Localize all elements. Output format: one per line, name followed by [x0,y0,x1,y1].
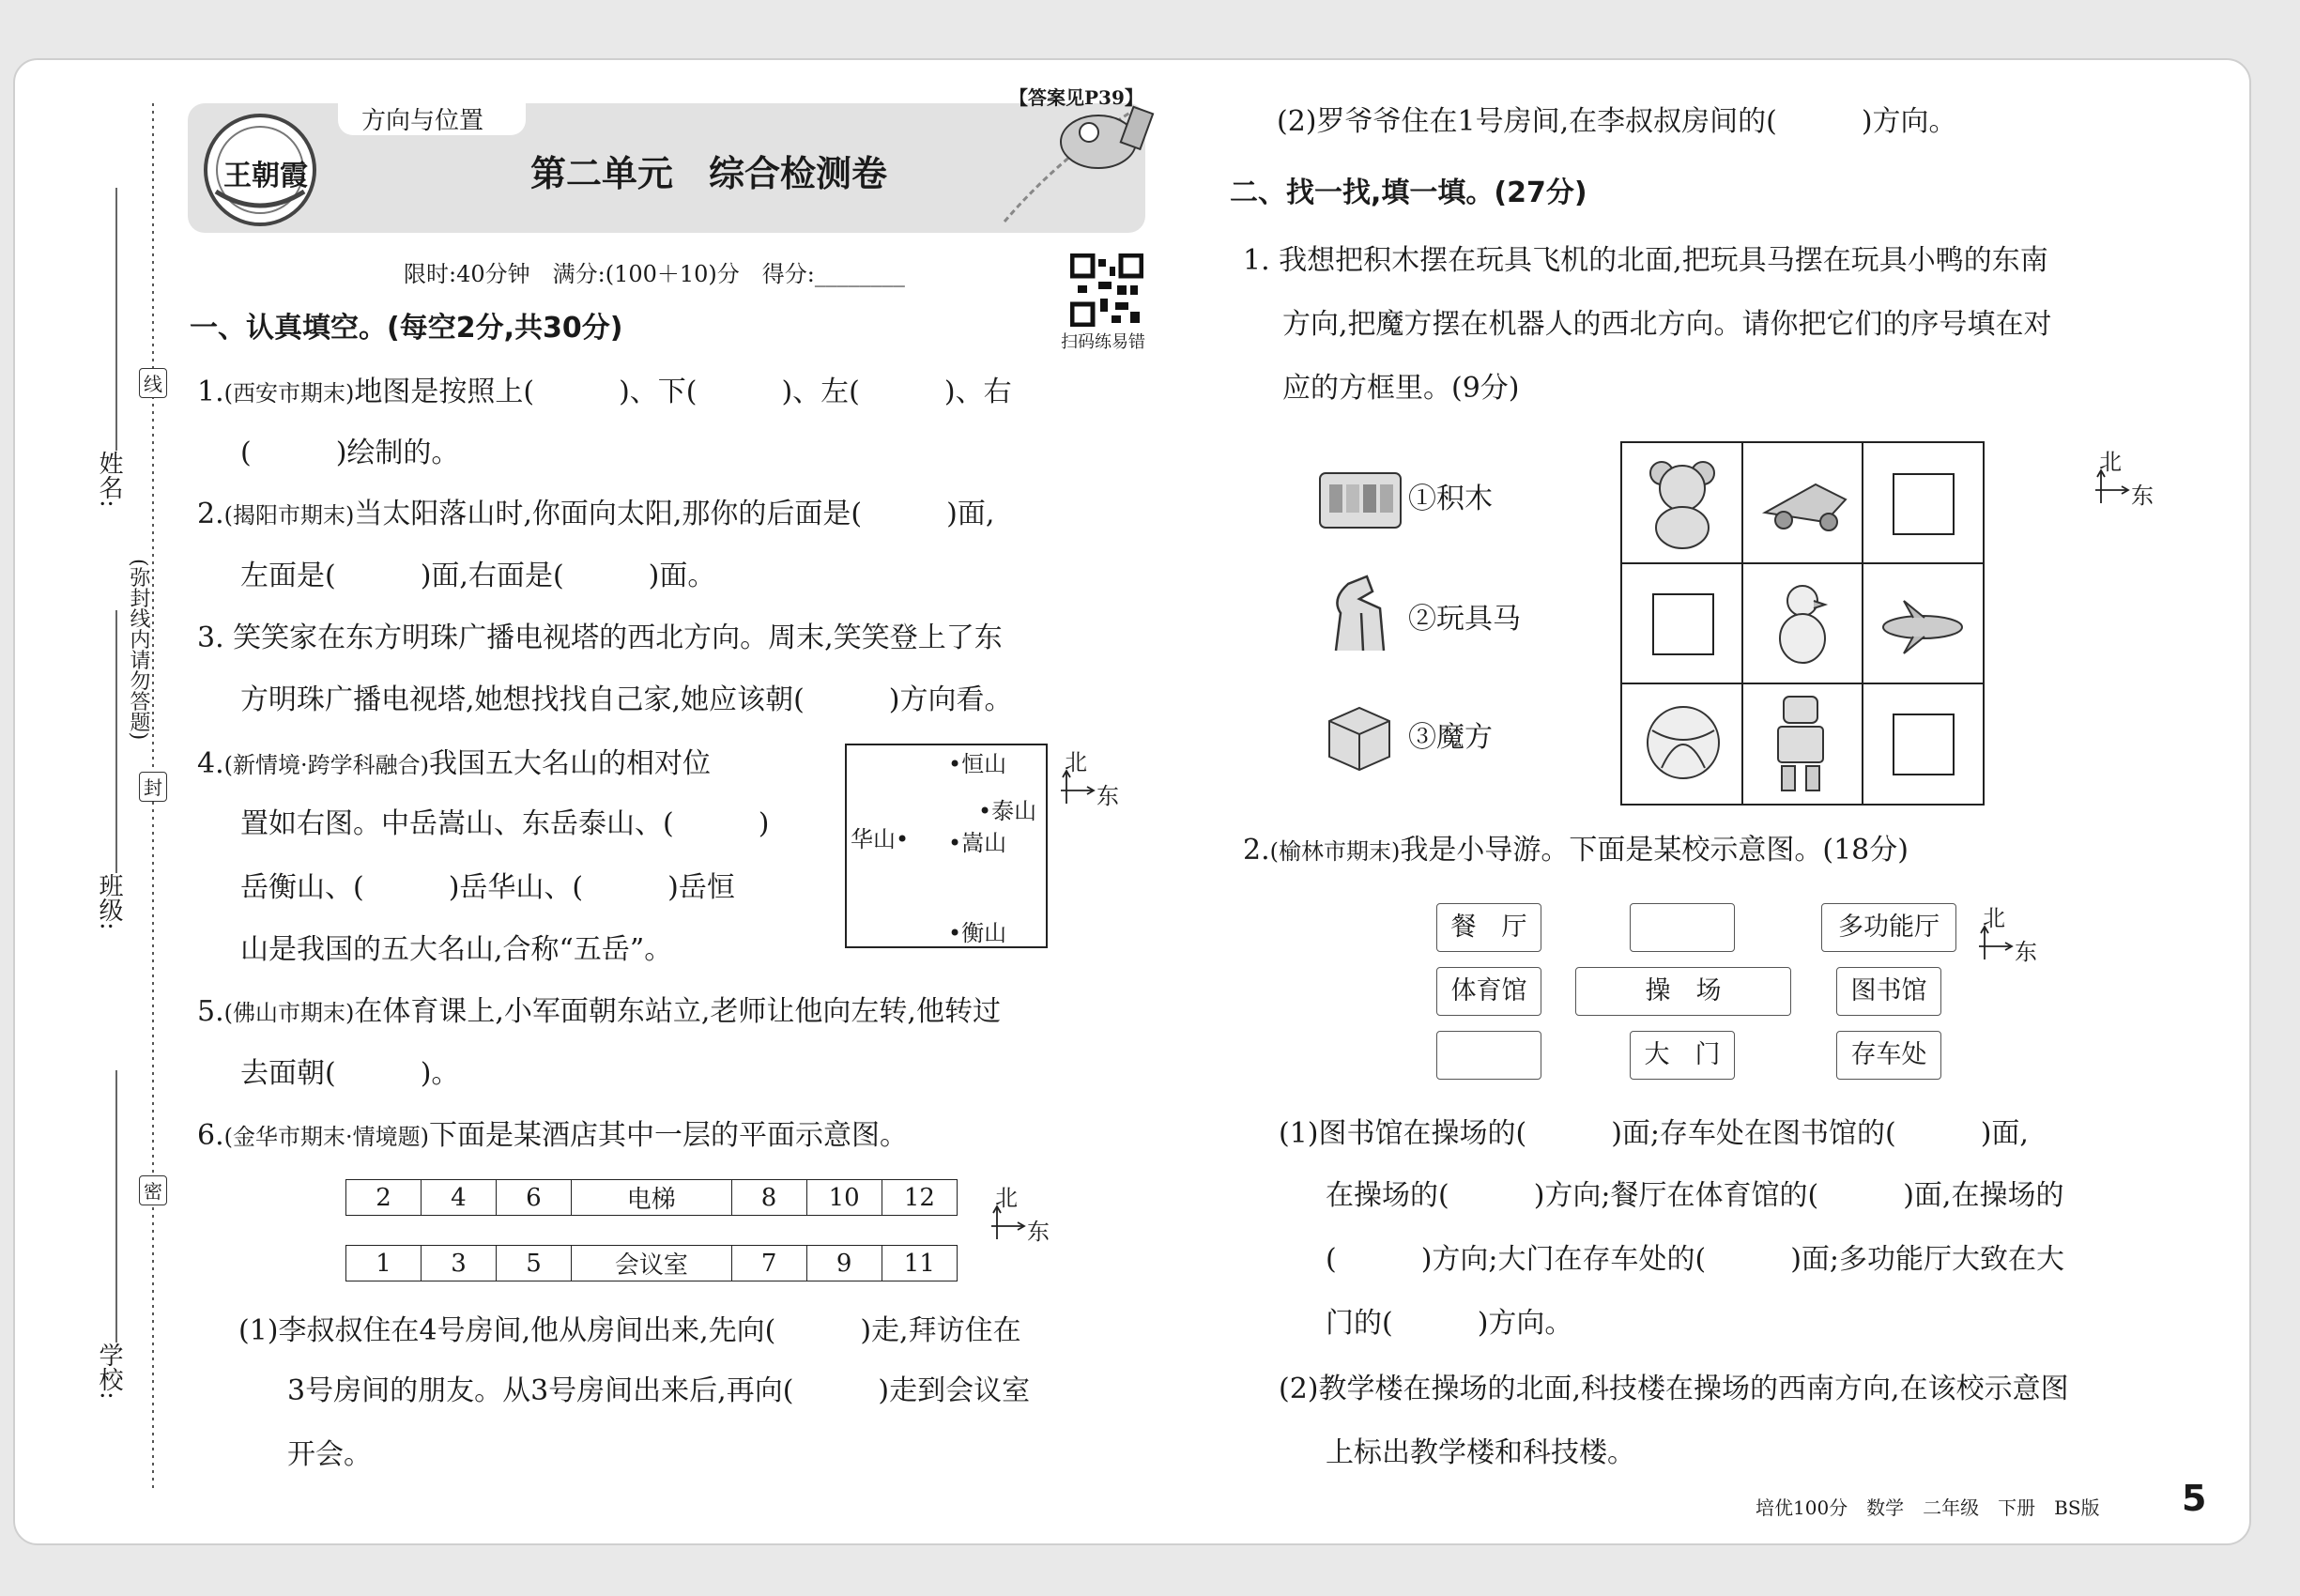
meeting-room-cell: 会议室 [572,1246,732,1281]
compass-school [1971,899,2037,974]
school-gym: 体育馆 [1436,967,1541,1016]
q6-line1 [197,1117,908,1156]
seal-mark-feng: 封 [139,772,167,802]
map-taishan: •泰山 [978,798,1037,824]
compass-north-label: 北 [995,1185,1018,1211]
p2-sub1-line2: 在操场的( )方向;餐厅在体育馆的( )面,在操场的 [1326,1179,2064,1212]
teddy-bear-icon [1645,456,1720,554]
q2-line1 [197,496,994,534]
logo-text: 王朝霞 [223,160,308,192]
room-cell: 9 [806,1246,882,1281]
p2-line1 [1243,832,1909,870]
q6-number: 6. [197,1119,224,1152]
q4-line4: 山是我国的五大名山,合称“五岳”。 [240,933,673,966]
magic-cube-icon [1324,700,1395,772]
school-multipurpose-hall: 多功能厅 [1821,903,1956,952]
beach-ball-icon [1643,702,1724,787]
compass-q6 [984,1179,1050,1254]
item-horse-label: ②玩具马 [1408,603,1521,636]
room-cell: 8 [731,1180,806,1216]
q4-source: (新情境·跨学科融合) [223,752,429,778]
compass-arrow-icon [2095,469,2133,507]
room-cell: 6 [496,1180,571,1216]
hotel-floor-top-row [345,1179,958,1216]
school-playground: 操 场 [1575,967,1791,1016]
school-canteen: 餐 厅 [1436,903,1541,952]
toy-plane-small-icon [1876,599,1970,659]
section1-heading: 一、认真填空。(每空2分,共30分) [190,312,623,345]
compass-east-label: 东 [1096,783,1119,809]
toy-duck-icon [1772,580,1832,674]
room-cell: 12 [882,1180,957,1216]
p2-number: 2. [1243,834,1270,867]
room-cell: 1 [346,1246,422,1281]
q5-line1 [197,993,1001,1032]
school-gate: 大 门 [1630,1031,1735,1080]
q2-text: 当太阳落山时,你面向太阳,那你的后面是( )面, [354,498,995,530]
room-cell: 11 [882,1246,957,1281]
school-blank-north[interactable] [1630,903,1735,952]
q3-line2: 方明珠广播电视塔,她想找找自己家,她应该朝( )方向看。 [240,683,1013,716]
q2-number: 2. [197,498,224,530]
class-label: 班级: [95,873,123,930]
publisher-logo [197,109,324,231]
item-blocks-label: ①积木 [1408,483,1493,515]
q2-source: (揭阳市期末) [223,502,355,529]
cartoon-rocket-icon [995,90,1155,235]
name-label: 姓名: [95,451,123,508]
answer-box-middle-left[interactable] [1652,593,1714,655]
answer-box-bottom-right[interactable] [1893,714,1955,775]
compass-q4 [1053,744,1119,819]
qr-label: 扫码练易错 [1061,332,1145,352]
p2-sub1-line1: (1)图书馆在操场的( )面;存车处在图书馆的( )面, [1279,1117,2029,1150]
room-cell: 5 [497,1246,572,1281]
footer-series: 培优100分 数学 二年级 下册 BS版 [1756,1496,2100,1519]
building-blocks-icon [1316,464,1406,531]
q1-text: 地图是按照上( )、下( )、左( )、右 [354,376,1012,408]
q4-line1 [197,745,711,784]
school-bike-parking: 存车处 [1836,1031,1941,1080]
compass-toys [2088,443,2154,518]
qr-code-icon[interactable] [1070,253,1143,327]
q5-line2: 去面朝( )。 [240,1057,460,1090]
compass-north-label: 北 [2099,449,2122,475]
answer-box-top-right[interactable] [1893,473,1955,535]
toy-horse-icon [1322,571,1397,655]
q3-line1: 3. 笑笑家在东方明珠广播电视塔的西北方向。周末,笑笑登上了东 [197,622,1003,654]
compass-arrow-icon [1061,770,1098,807]
q4-line2: 置如右图。中岳嵩山、东岳泰山、( ) [240,807,770,840]
q6-part1-line1: (1)李叔叔住在4号房间,他从房间出来,先向( )走,拜访住在 [238,1314,1021,1347]
p1-line3: 应的方框里。(9分) [1282,372,1520,405]
q6-text: 下面是某酒店其中一层的平面示意图。 [428,1119,908,1152]
p1-line2: 方向,把魔方摆在机器人的西北方向。请你把它们的序号填在对 [1282,308,2052,341]
hotel-floor-bottom-row [345,1245,958,1281]
q1-number: 1. [197,376,224,408]
q6-source: (金华市期末·情境题) [223,1124,429,1150]
room-cell: 3 [422,1246,497,1281]
name-blank-line [115,188,118,451]
q5-number: 5. [197,995,224,1028]
compass-arrow-icon [991,1205,1029,1243]
map-huashan: 华山• [851,826,910,852]
q4-number: 4. [197,747,224,780]
seal-mark-mi: 密 [139,1175,167,1205]
toy-robot-icon [1765,691,1836,798]
map-hengshan-north: •恒山 [948,751,1007,777]
q5-text: 在体育课上,小军面朝东站立,老师让他向左转,他转过 [354,995,1001,1028]
q2-line2: 左面是( )面,右面是( )面。 [240,560,716,592]
seal-mark-xian: 线 [139,368,167,398]
room-cell: 7 [731,1246,806,1281]
compass-north-label: 北 [1065,749,1087,775]
toy-airplane-icon [1759,475,1853,535]
compass-north-label: 北 [1983,905,2005,931]
compass-east-label: 东 [2131,483,2154,509]
q1-line1 [197,374,1012,412]
school-blank-line [115,1070,118,1343]
p2-text: 我是小导游。下面是某校示意图。(18分) [1400,834,1909,867]
q4-line3: 岳衡山、( )岳华山、( )岳恒 [240,871,735,904]
map-songshan: •嵩山 [948,830,1007,856]
p2-source: (榆林市期末) [1269,838,1401,865]
toy-position-grid [1620,441,1985,806]
topic-label: 方向与位置 [361,107,484,135]
q6-part1-line2: 3号房间的朋友。从3号房间出来后,再向( )走到会议室 [287,1374,1031,1407]
time-score-info: 限时:40分钟 满分:(100＋10)分 得分:________ [404,261,905,287]
q4-text: 我国五大名山的相对位 [428,747,711,780]
compass-east-label: 东 [2015,939,2037,965]
mountains-map [845,744,1048,948]
p1-line1: 1. 我想把积木摆在玩具飞机的北面,把玩具马摆在玩具小鸭的东南 [1243,244,2048,277]
answer-reference: 【答案见P39】 [1009,86,1143,109]
room-cell: 2 [346,1180,422,1216]
compass-east-label: 东 [1027,1219,1050,1245]
room-cell: 10 [806,1180,882,1216]
section2-heading: 二、找一找,填一填。(27分) [1230,176,1587,209]
p2-sub1-line3: ( )方向;大门在存车处的( )面;多功能厅大致在大 [1326,1243,2065,1276]
school-label: 学校: [95,1343,123,1400]
class-blank-line [115,610,118,873]
q1-source: (西安市期末) [223,380,355,407]
q5-source: (佛山市期末) [223,1000,355,1026]
school-blank-southwest[interactable] [1436,1031,1541,1080]
q1-line2: ( )绘制的。 [240,437,460,469]
exam-title: 第二单元 综合检测卷 [530,153,888,194]
q6-part1-line3: 开会。 [287,1438,372,1471]
p2-sub1-line4: 门的( )方向。 [1326,1307,1573,1340]
compass-arrow-icon [1979,926,2016,963]
school-library: 图书馆 [1836,967,1941,1016]
p2-sub2-line2: 上标出教学楼和科技楼。 [1326,1436,1635,1469]
elevator-cell: 电梯 [571,1180,731,1216]
page-number: 5 [2182,1478,2207,1519]
p2-sub2-line1: (2)教学楼在操场的北面,科技楼在操场的西南方向,在该校示意图 [1279,1373,2069,1405]
item-cube-label: ③魔方 [1408,721,1493,754]
seal-note: (弥封线内请勿答题) [127,559,150,741]
map-hengshan-south: •衡山 [948,920,1007,946]
q6-part2: (2)罗爷爷住在1号房间,在李叔叔房间的( )方向。 [1277,105,1957,138]
room-cell: 4 [421,1180,496,1216]
